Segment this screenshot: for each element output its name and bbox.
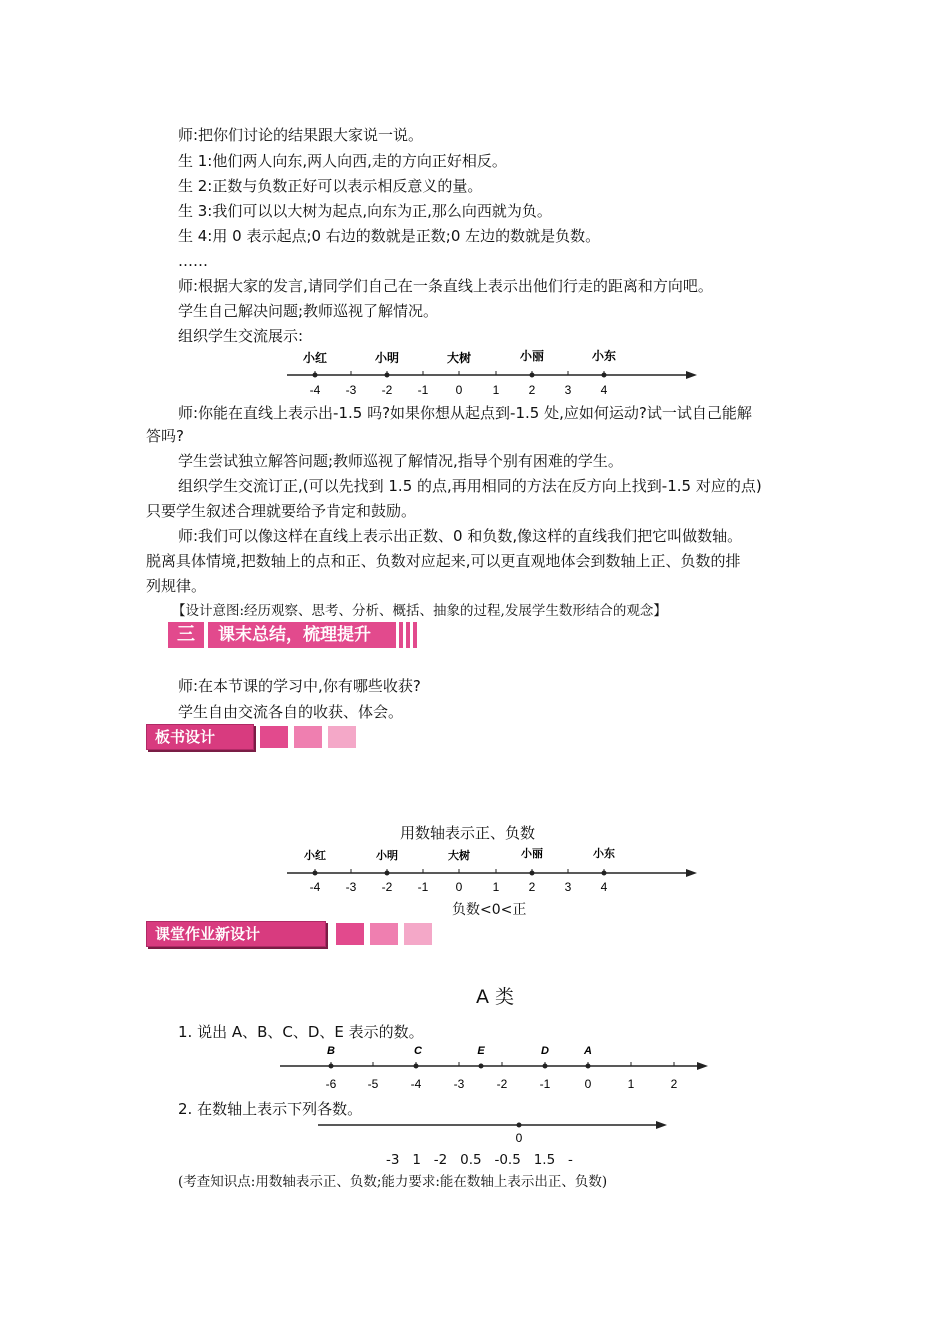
- paragraph: 生 4:用 0 表示起点;0 右边的数就是正数;0 左边的数就是负数。: [178, 227, 601, 245]
- decor-square: [260, 726, 288, 748]
- banner-stripe: [413, 622, 417, 648]
- tick-label: -4: [309, 383, 321, 397]
- paragraph: 师:把你们讨论的结果跟大家说一说。: [178, 126, 424, 144]
- homework-tag: 课堂作业新设计: [146, 921, 326, 947]
- banner-stripe: [399, 622, 403, 648]
- banner-stripe: [406, 622, 410, 648]
- tick-label: 1: [492, 880, 500, 894]
- zero-label: 0: [515, 1131, 523, 1145]
- point-name: 大树: [448, 850, 470, 862]
- question-2: 2. 在数轴上表示下列各数。: [178, 1100, 363, 1118]
- paragraph: 学生自由交流各自的收获、体会。: [178, 703, 404, 721]
- knowledge-note: (考查知识点:用数轴表示正、负数;能力要求:能在数轴上表示出正、负数): [178, 1174, 608, 1190]
- board-title: 用数轴表示正、负数: [400, 824, 536, 842]
- tick-label: 1: [627, 1077, 635, 1091]
- paragraph: 学生尝试独立解答问题;教师巡视了解情况,指导个别有困难的学生。: [178, 452, 623, 470]
- decor-square: [370, 923, 398, 945]
- point-name: 小明: [376, 850, 398, 862]
- paragraph: 学生自己解决问题;教师巡视了解情况。: [178, 302, 439, 320]
- point-letter: B: [327, 1045, 335, 1057]
- point-name: 小丽: [519, 349, 545, 363]
- axis1-ticks: [315, 371, 604, 375]
- section-title: 课末总结，梳理提升: [208, 622, 396, 648]
- tick-label: -2: [381, 383, 393, 397]
- tick-label: -4: [410, 1077, 422, 1091]
- point-name: 小红: [302, 351, 328, 365]
- tick-label: 0: [455, 880, 463, 894]
- tick-label: -4: [309, 880, 321, 894]
- tick-label: -3: [453, 1077, 465, 1091]
- tick-label: 2: [528, 880, 536, 894]
- decor-square: [328, 726, 356, 748]
- tick-label: -5: [367, 1077, 379, 1091]
- paragraph: 师:你能在直线上表示出-1.5 吗?如果你想从起点到-1.5 处,应如何运动?试一试自己能解: [178, 404, 752, 422]
- paragraph: 只要学生叙述合理就要给予肯定和鼓励。: [146, 502, 417, 520]
- decor-square: [294, 726, 322, 748]
- tick-label: -3: [345, 383, 357, 397]
- banner-stripe: [392, 622, 396, 648]
- paragraph: 生 1:他们两人向东,两人向西,走的方向正好相反。: [178, 152, 507, 170]
- point-name: 小东: [593, 848, 615, 860]
- decor-square: [336, 923, 364, 945]
- point-name: 小明: [374, 351, 400, 365]
- tick-label: 3: [564, 880, 572, 894]
- point-letter: D: [541, 1045, 549, 1057]
- board-order: 负数<0<正: [452, 902, 527, 918]
- section-number: 三: [168, 622, 204, 648]
- design-intent: 【设计意图:经历观察、思考、分析、概括、抽象的过程,发展学生数形结合的观念】: [172, 603, 667, 619]
- decor-square: [404, 923, 432, 945]
- tick-label: 3: [564, 383, 572, 397]
- point-name: 小丽: [521, 848, 543, 860]
- tick-label: -6: [325, 1077, 337, 1091]
- tick-label: -1: [539, 1077, 551, 1091]
- tick-label: 0: [455, 383, 463, 397]
- point-name: 小东: [591, 349, 617, 363]
- tick-label: -2: [381, 880, 393, 894]
- tick-label: 0: [584, 1077, 592, 1091]
- point-letter: E: [477, 1045, 485, 1057]
- point-xiaohong: [313, 373, 318, 378]
- paragraph: 师:在本节课的学习中,你有哪些收获?: [178, 677, 421, 695]
- tick-label: -3: [345, 880, 357, 894]
- question-2-numbers: -3 1 -2 0.5 -0.5 1.5 -: [386, 1152, 573, 1168]
- point-name: 大树: [446, 351, 472, 365]
- paragraph: ……: [178, 252, 208, 270]
- paragraph: 组织学生交流订正,(可以先找到 1.5 的点,再用相同的方法在反方向上找到-1.5 对应的点): [178, 477, 762, 495]
- point-letter: A: [584, 1045, 592, 1057]
- tick-label: -1: [417, 383, 429, 397]
- tick-label: 2: [670, 1077, 678, 1091]
- board-design-tag: 板书设计: [146, 724, 254, 750]
- tick-label: -2: [496, 1077, 508, 1091]
- point-letter: C: [414, 1045, 422, 1057]
- tick-label: 4: [600, 383, 608, 397]
- tick-label: -1: [417, 880, 429, 894]
- paragraph: 列规律。: [146, 577, 207, 595]
- paragraph: 生 3:我们可以以大树为起点,向东为正,那么向西就为负。: [178, 202, 552, 220]
- paragraph: 生 2:正数与负数正好可以表示相反意义的量。: [178, 177, 483, 195]
- point-xiaodong: [602, 373, 607, 378]
- paragraph: 脱离具体情境,把数轴上的点和正、负数对应起来,可以更直观地体会到数轴上正、负数的排: [146, 552, 741, 570]
- paragraph: 组织学生交流展示:: [178, 327, 304, 345]
- paragraph: 师:我们可以像这样在直线上表示出正数、0 和负数,像这样的直线我们把它叫做数轴。: [178, 527, 743, 545]
- paragraph: 师:根据大家的发言,请同学们自己在一条直线上表示出他们行走的距离和方向吧。: [178, 277, 713, 295]
- point-xiaoming: [385, 373, 390, 378]
- class-a-heading: A 类: [476, 986, 515, 1008]
- tick-label: 4: [600, 880, 608, 894]
- point-name: 小红: [304, 850, 326, 862]
- tick-label: 2: [528, 383, 536, 397]
- question-1: 1. 说出 A、B、C、D、E 表示的数。: [178, 1023, 424, 1041]
- tick-label: 1: [492, 383, 500, 397]
- point-xiaoli: [530, 373, 535, 378]
- paragraph: 答吗?: [146, 427, 184, 445]
